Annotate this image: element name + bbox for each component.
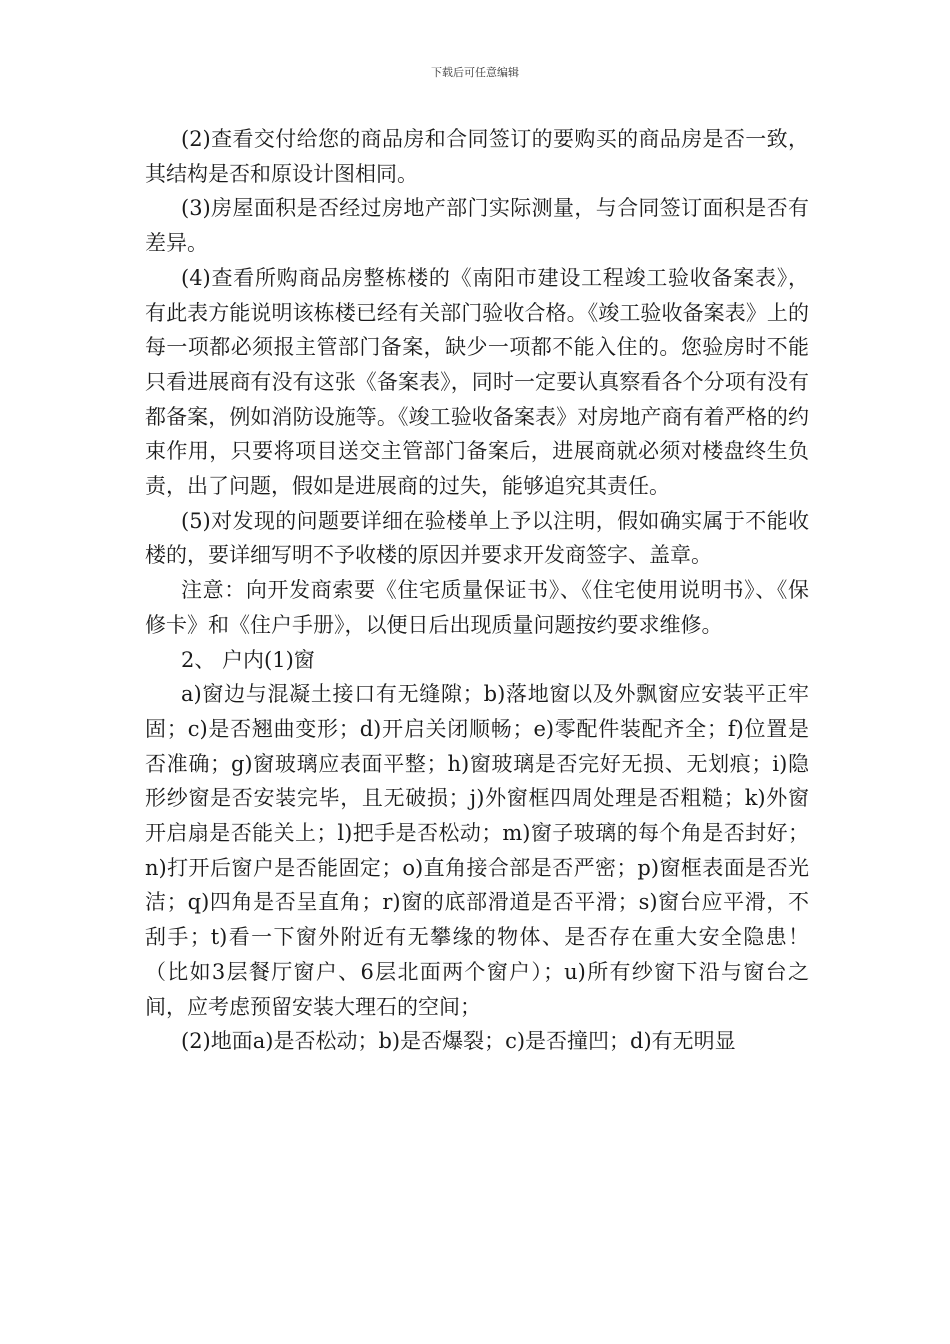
document-body — [145, 122, 809, 1059]
page-header: 下载后可任意编辑 — [431, 66, 519, 79]
paragraph-note: 注意：向开发商索要《住宅质量保证书》、《住宅使用说明书》、《保修卡》和《住户手册》，以便日后出现质量问题按约要求维修。 — [145, 578, 809, 637]
paragraph-check-area: (3)房屋面积是否经过房地产部门实际测量，与合同签订面积是否有差异。 — [145, 196, 809, 256]
paragraph-window-checklist: a)窗边与混凝土接口有无缝隙；b)落地窗以及外飘窗应安装平正牢固；c)是否翘曲变形；d)开启关闭顺畅；e)零配件装配齐全；f)位置是否准确；g)窗玻璃应表面平整；h)窗玻璃是否完好无损、无划痕；i)隐形纱窗是否安装完毕，且无破损；j)外窗框四周处理是否粗糙；k)外窗开启扇是否能关上；l)把手是否松动；m)窗子玻璃的每个角是否封好；n)打开后窗户是否能固定；o)直角接合部是否严密；p)窗框表面是否光洁；q)四角是否呈直角；r)窗的底部滑道是否平滑；s)窗台应平滑，不刮手；t)看一下窗外附近有无攀缘的物体、是否存在重大安全隐患！（比如3层餐厅窗户、6层北面两个窗户）；u)所有纱窗下沿与窗台之间，应考虑预留安装大理石的空间； — [145, 682, 809, 1019]
section-heading-indoor-window: 2、 户内(1)窗 — [181, 647, 315, 672]
paragraph-acceptance-form: (4)查看所购商品房整栋楼的《南阳市建设工程竣工验收备案表》，有此表方能说明该栋楼已经有关部门验收合格。《竣工验收备案表》上的每一项都必须报主管部门备案，缺少一项都不能入住的。您验房时不能只看进展商有没有这张《备案表》，同时一定要认真察看各个分项有没有都备案，例如消防设施等。《竣工验收备案表》对房地产商有着严格的约束作用，只要将项目送交主管部门备案后，进展商就必须对楼盘终生负责，出了问题，假如是进展商的过失，能够追究其责任。 — [145, 265, 809, 499]
paragraph-check-consistency: (2)查看交付给您的商品房和合同签订的要购买的商品房是否一致，其结构是否和原设计图相同。 — [145, 127, 809, 186]
paragraph-floor-checklist: (2)地面a)是否松动；b)是否爆裂；c)是否撞凹；d)有无明显 — [181, 1029, 736, 1054]
paragraph-record-issues: (5)对发现的问题要详细在验楼单上予以注明，假如确实属于不能收楼的，要详细写明不予收楼的原因并要求开发商签字、盖章。 — [145, 508, 809, 568]
